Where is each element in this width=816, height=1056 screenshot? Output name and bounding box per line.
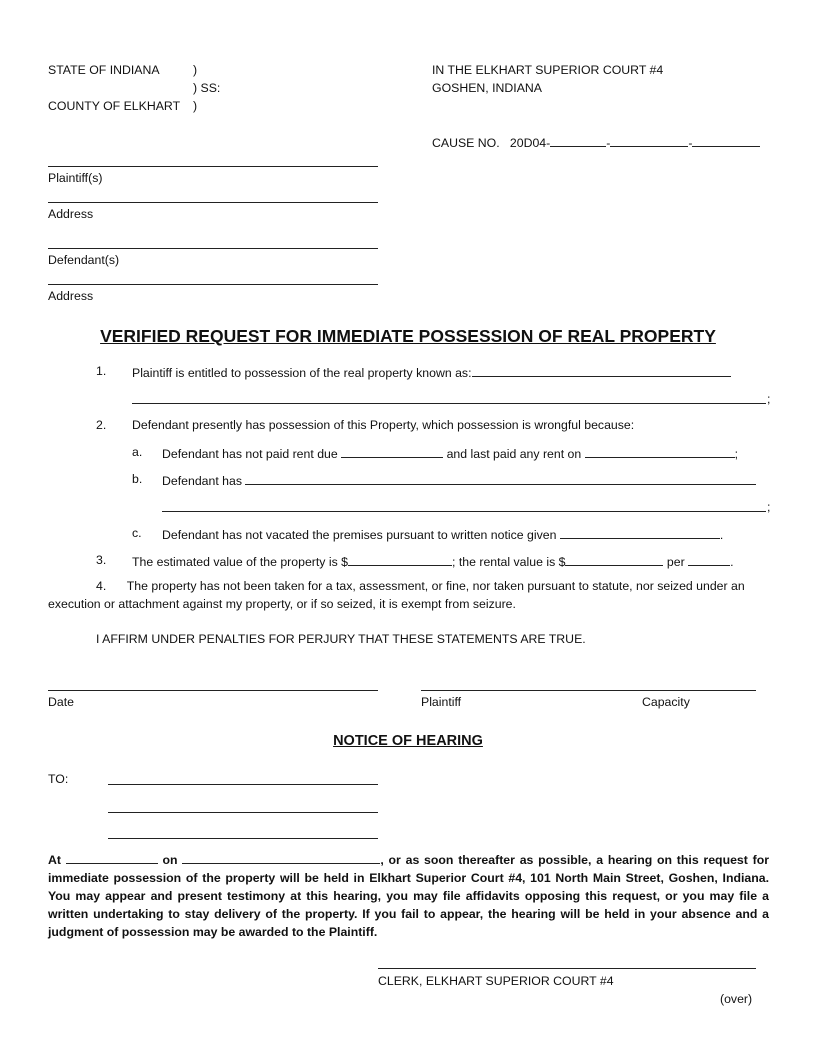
last-paid-field[interactable]	[585, 444, 735, 458]
court-city: GOSHEN, INDIANA	[432, 81, 543, 95]
defendant-label: Defendant(s)	[48, 253, 120, 267]
item-2b-label: Defendant has	[162, 474, 242, 488]
defendant-address-line[interactable]	[48, 284, 378, 285]
notice-given-field[interactable]	[560, 525, 720, 539]
item-4-number: 4.	[96, 579, 107, 593]
item-1-label: Plaintiff is entitled to possession of the real property known as:	[132, 366, 472, 380]
cause-number	[432, 133, 760, 151]
defendant-has-field[interactable]	[245, 471, 756, 485]
hearing-time-field[interactable]	[66, 850, 158, 864]
item-2a-label-1: Defendant has not paid rent due	[162, 447, 338, 461]
caption-ss: ) SS:	[193, 81, 221, 95]
hearing-date-field[interactable]	[182, 850, 380, 864]
caption-paren-3: )	[193, 99, 198, 113]
over-label: (over)	[720, 992, 753, 1006]
item-1-semicolon: ;	[767, 392, 771, 406]
item-3-label-2: ; the rental value is $	[452, 555, 566, 569]
item-2a-letter: a.	[132, 445, 143, 459]
county-label: COUNTY OF ELKHART	[48, 99, 181, 113]
item-3-number: 3.	[96, 553, 107, 567]
cause-dash-2: -	[688, 136, 693, 150]
defendant-has-field-line-2[interactable]	[162, 511, 766, 512]
cause-field-2[interactable]	[610, 133, 688, 147]
cause-dash-1: -	[606, 136, 611, 150]
cause-field-3[interactable]	[692, 133, 760, 147]
to-line-2[interactable]	[108, 812, 378, 813]
rental-value-field[interactable]	[565, 552, 663, 566]
item-3-label-3: per	[666, 555, 685, 569]
item-2c-text	[162, 525, 723, 543]
plaintiff-address-label: Address	[48, 207, 94, 221]
item-3-label-1: The estimated value of the property is $	[132, 555, 348, 569]
plaintiff-signature-line[interactable]	[421, 690, 756, 691]
property-field-line-2[interactable]	[132, 403, 766, 404]
page-title: VERIFIED REQUEST FOR IMMEDIATE POSSESSION OF REAL PROPERTY	[100, 326, 716, 346]
state-label: STATE OF INDIANA	[48, 63, 160, 77]
item-2a-semicolon: ;	[734, 447, 739, 461]
cause-field-1[interactable]	[550, 133, 606, 147]
plaintiff-label: Plaintiff(s)	[48, 171, 103, 185]
to-line-3[interactable]	[108, 838, 378, 839]
clerk-signature-line[interactable]	[378, 968, 756, 969]
item-2-text: Defendant presently has possession of this Property, which possession is wrongful because:	[132, 418, 635, 432]
item-2c-letter: c.	[132, 526, 142, 540]
item-2b-text	[162, 471, 756, 489]
defendant-line[interactable]	[48, 248, 378, 249]
item-4-paragraph	[48, 577, 770, 613]
cause-prefix: 20D04-	[509, 136, 551, 150]
rent-due-field[interactable]	[341, 444, 443, 458]
item-2b-letter: b.	[132, 472, 143, 486]
property-field[interactable]	[472, 363, 731, 377]
notice-paragraph	[48, 850, 769, 941]
plaintiff-address-line[interactable]	[48, 202, 378, 203]
notice-at: At	[48, 853, 61, 867]
capacity-label: Capacity	[642, 695, 690, 709]
item-2a-text	[162, 444, 738, 462]
item-1-number: 1.	[96, 364, 107, 378]
defendant-address-label: Address	[48, 289, 94, 303]
cause-label: CAUSE NO.	[432, 136, 500, 150]
affirmation: I AFFIRM UNDER PENALTIES FOR PERJURY THAT THESE STATEMENTS ARE TRUE.	[96, 632, 586, 646]
item-2c-period: .	[719, 528, 724, 542]
to-line-1[interactable]	[108, 784, 378, 785]
rental-period-field[interactable]	[688, 552, 730, 566]
item-3-period: .	[730, 555, 734, 569]
notice-title: NOTICE OF HEARING	[333, 733, 483, 749]
item-2a-label-2: and last paid any rent on	[446, 447, 582, 461]
item-2b-semicolon: ;	[767, 500, 771, 514]
caption-paren-1: )	[193, 63, 198, 77]
notice-on: on	[162, 853, 178, 867]
plaintiff-signature-label: Plaintiff	[421, 695, 462, 709]
court-name: IN THE ELKHART SUPERIOR COURT #4	[432, 63, 664, 77]
notice-body: , or as soon thereafter as possible, a hearing on this request for immediate possession of the property will be held in Elkhart Superior Court #4, 101 North Main Street, Goshen, Indiana. You may appear and present testimony at this hearing, you may file affidavits opposing this request, or you may file a written undertaking to stay delivery of the property. If you fail to appear, the hearing will be held in your absence and a judgment of possession may be awarded to the Plaintiff.	[48, 853, 770, 939]
property-value-field[interactable]	[348, 552, 452, 566]
item-2c-label: Defendant has not vacated the premises pursuant to written notice given	[162, 528, 557, 542]
date-label: Date	[48, 695, 74, 709]
date-line[interactable]	[48, 690, 378, 691]
plaintiff-line[interactable]	[48, 166, 378, 167]
item-2-number: 2.	[96, 418, 107, 432]
item-1-text	[132, 363, 731, 381]
item-3-text	[132, 552, 734, 570]
clerk-label: CLERK, ELKHART SUPERIOR COURT #4	[378, 974, 614, 988]
to-label: TO:	[48, 772, 69, 786]
item-4-text: The property has not been taken for a tax, assessment, or fine, nor taken pursuant to statute, nor seized under an execution or attachment against my property, or if so seized, it is exempt from seizure.	[48, 579, 745, 611]
